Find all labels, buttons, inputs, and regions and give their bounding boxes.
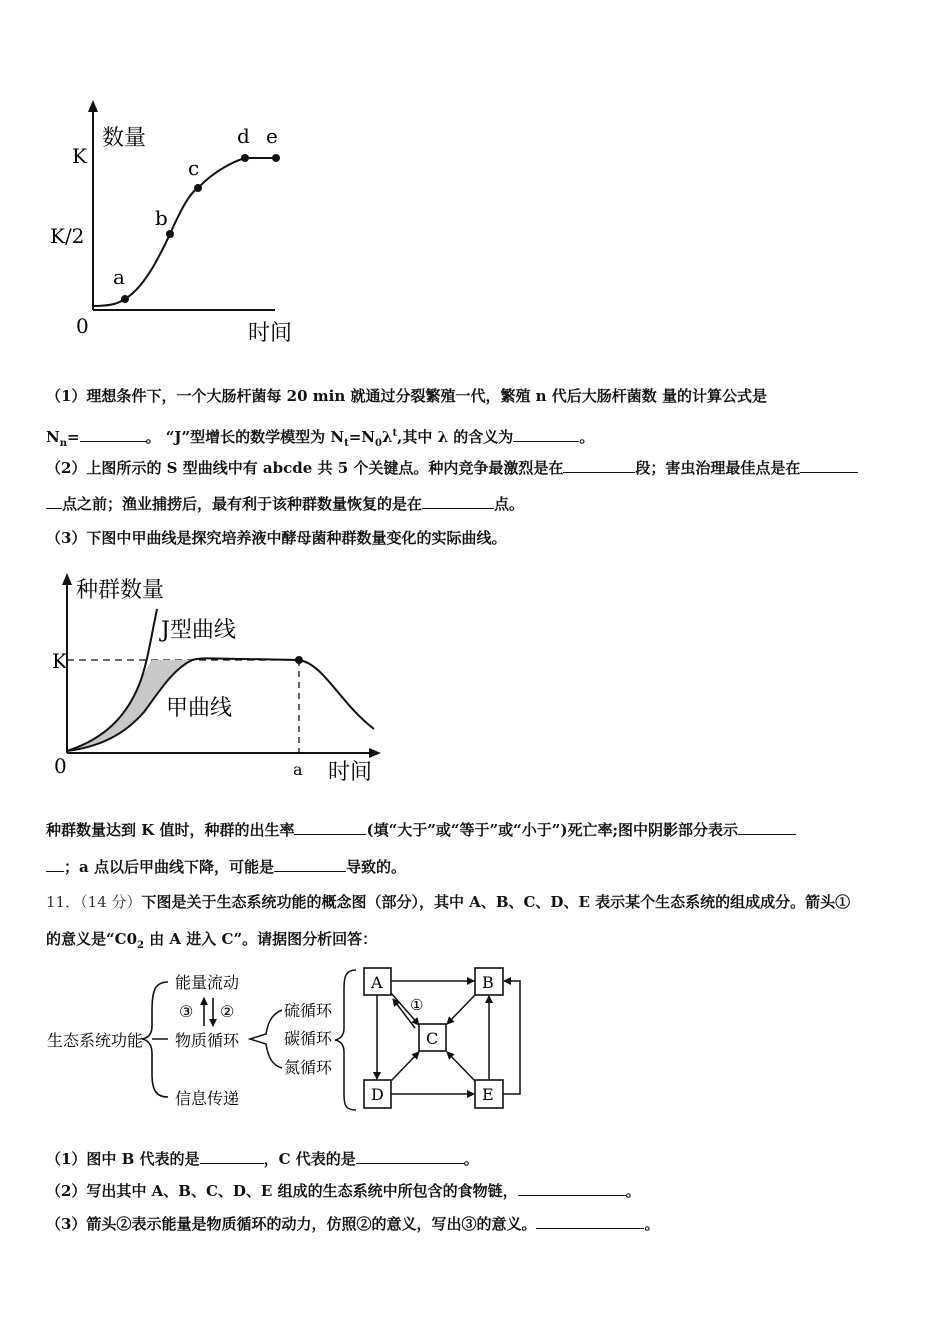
q11-sub1-end: 。 bbox=[463, 1150, 479, 1168]
blank-fishery[interactable] bbox=[422, 494, 494, 509]
x-axis-arrow bbox=[369, 748, 381, 758]
y-axis-arrow bbox=[62, 573, 72, 585]
box-e-label: E bbox=[482, 1085, 494, 1104]
y-axis-label: 数量 bbox=[102, 126, 147, 151]
blank-arrow3-meaning[interactable] bbox=[536, 1214, 644, 1229]
x-axis-label: 时间 bbox=[328, 760, 373, 785]
material-cycle-label: 物质循环 bbox=[175, 1031, 240, 1050]
yeast-curve-figure bbox=[44, 567, 394, 792]
t-sub: t bbox=[344, 438, 349, 449]
q11-line2 bbox=[46, 929, 377, 956]
arrow1-label: ① bbox=[410, 996, 424, 1014]
q3-ans-line1 bbox=[46, 820, 796, 840]
box-a-label: A bbox=[371, 973, 383, 992]
q11-line2-end: 由 A 进入 C”。请据图分析回答： bbox=[143, 930, 378, 948]
y-axis-arrow bbox=[88, 100, 98, 112]
q1-line2 bbox=[46, 424, 594, 454]
blank-shade-part1[interactable] bbox=[738, 820, 796, 835]
jia-curve-label: 甲曲线 bbox=[166, 696, 233, 721]
right-brace bbox=[250, 1010, 282, 1068]
q3-ans-line2-end: 导致的。 bbox=[345, 858, 406, 876]
q11-sub3 bbox=[46, 1214, 659, 1234]
q3-ans-line2-text: ；a 点以后甲曲线下降，可能是 bbox=[64, 858, 274, 876]
q2-line2 bbox=[46, 494, 524, 514]
point-a-label: a bbox=[293, 760, 303, 779]
tick-k: K bbox=[72, 144, 87, 168]
blank-formula[interactable] bbox=[80, 427, 146, 442]
q3-ans-line2 bbox=[46, 857, 406, 877]
q1-line2-end: ,其中 λ 的含义为 bbox=[397, 428, 514, 446]
label-c: c bbox=[188, 156, 200, 180]
nn-symbol: N bbox=[46, 428, 60, 446]
tick-k: K bbox=[52, 649, 67, 673]
arrow-b-to-c bbox=[447, 995, 475, 1024]
blank-food-chain[interactable] bbox=[518, 1181, 626, 1196]
j-curve-label: J型曲线 bbox=[161, 618, 236, 643]
q11-sub2-text: （2）写出其中 A、B、C、D、E 组成的生态系统中所包含的食物链， bbox=[46, 1182, 518, 1200]
q11-sub3-text: （3）箭头②表示能量是物质循环的动力，仿照②的意义，写出③的意义。 bbox=[46, 1215, 537, 1233]
q3-ans-line1-mid: (填“大于”或“等于”或“小于”)死亡率;图中阴影部分表示 bbox=[366, 821, 738, 839]
q2-line2-end: 点。 bbox=[494, 495, 525, 513]
point-c bbox=[194, 184, 202, 192]
q1-line2-mid2: =N bbox=[348, 428, 375, 446]
blank-decline-cause[interactable] bbox=[274, 857, 346, 872]
blank-competition[interactable] bbox=[563, 458, 635, 473]
q2-line1-mid: 段；害虫治理最佳点是在 bbox=[635, 459, 801, 477]
box-b-label: B bbox=[482, 973, 494, 992]
feedback-to-b bbox=[503, 981, 520, 1094]
left-brace-top bbox=[142, 982, 168, 1039]
left-brace-bottom bbox=[142, 1039, 168, 1097]
blank-birth-rate[interactable] bbox=[294, 820, 366, 835]
arrow-e-to-c bbox=[447, 1052, 475, 1081]
q3-ans-line1-text: 种群数量达到 K 值时，种群的出生率 bbox=[46, 821, 295, 839]
q1-line1: （1）理想条件下，一个大肠杆菌每 20 min 就通过分裂繁殖一代，繁殖 n 代后大肠杆菌数 量的计算公式是 bbox=[46, 387, 768, 405]
origin-label: 0 bbox=[76, 314, 89, 338]
tick-k-half: K/2 bbox=[50, 224, 85, 248]
nitrogen-cycle-label: 氮循环 bbox=[284, 1058, 333, 1077]
root-label: 生态系统功能 bbox=[47, 1031, 144, 1050]
sulfur-cycle-label: 硫循环 bbox=[284, 1001, 333, 1020]
arrow3-label: ③ bbox=[179, 1002, 194, 1021]
point-d bbox=[241, 154, 249, 162]
q11-sub1-mid: ，C 代表的是 bbox=[263, 1150, 356, 1168]
q11-sub1-text: （1）图中 B 代表的是 bbox=[46, 1150, 200, 1168]
q11-number: 11．（14 分） bbox=[46, 893, 142, 911]
q2-line1 bbox=[46, 458, 858, 478]
s-curve-figure bbox=[40, 95, 320, 355]
arrow-d-to-c bbox=[391, 1052, 419, 1081]
point-a bbox=[121, 295, 129, 303]
origin-label: 0 bbox=[54, 754, 67, 778]
blank-pest-part2[interactable] bbox=[46, 494, 62, 509]
nn-sub: n bbox=[59, 438, 67, 449]
ecosystem-concept-map bbox=[44, 962, 534, 1132]
arrow2-label: ② bbox=[220, 1002, 235, 1021]
t-sup: t bbox=[392, 428, 398, 439]
carbon-cycle-label: 碳循环 bbox=[284, 1029, 333, 1048]
blank-shade-part2[interactable] bbox=[46, 857, 64, 872]
q3-line: （3）下图中甲曲线是探究培养液中酵母菌种群数量变化的实际曲线。 bbox=[46, 529, 507, 547]
q11-sub3-end: 。 bbox=[644, 1215, 660, 1233]
nn-equals: = bbox=[67, 428, 80, 446]
label-d: d bbox=[237, 124, 250, 148]
q2-line1-text: （2）上图所示的 S 型曲线中有 abcde 共 5 个关键点。种内竞争最激烈是在 bbox=[46, 459, 564, 477]
q11-sub2-end: 。 bbox=[625, 1182, 641, 1200]
q11-line1 bbox=[46, 892, 850, 912]
label-b: b bbox=[155, 206, 168, 230]
blank-b-represents[interactable] bbox=[200, 1149, 264, 1164]
big-brace bbox=[335, 970, 356, 1110]
label-a: a bbox=[113, 265, 125, 289]
q2-line2-text: 点之前；渔业捕捞后，最有利于该种群数量恢复的是在 bbox=[62, 495, 423, 513]
blank-lambda[interactable] bbox=[513, 427, 579, 442]
x-axis-label: 时间 bbox=[248, 321, 293, 346]
q1-line2-period: 。 bbox=[579, 428, 595, 446]
point-e bbox=[272, 154, 280, 162]
q11-sub2 bbox=[46, 1181, 641, 1201]
q11-sub1 bbox=[46, 1149, 479, 1169]
blank-c-represents[interactable] bbox=[356, 1149, 464, 1164]
point-b bbox=[166, 230, 174, 238]
box-c-label: C bbox=[426, 1029, 439, 1048]
lambda-symbol: λ bbox=[381, 428, 393, 446]
label-e: e bbox=[266, 124, 278, 148]
q11-line1-text: 下图是关于生态系统功能的概念图（部分），其中 A、B、C、D、E 表示某个生态系统的组成成分。箭头① bbox=[141, 893, 851, 911]
blank-pest-part1[interactable] bbox=[800, 458, 858, 473]
co2-sub: 2 bbox=[137, 940, 144, 951]
point-a-dot bbox=[295, 656, 303, 664]
q1-line2-mid: 。 “J”型增长的数学模型为 N bbox=[145, 428, 345, 446]
box-d-label: D bbox=[371, 1085, 384, 1104]
y-axis-label: 种群数量 bbox=[76, 578, 165, 603]
info-transfer-label: 信息传递 bbox=[175, 1089, 240, 1108]
q11-line2-text: 的意义是“C0 bbox=[46, 930, 138, 948]
zero-sub: 0 bbox=[375, 438, 382, 449]
energy-flow-label: 能量流动 bbox=[175, 973, 240, 992]
